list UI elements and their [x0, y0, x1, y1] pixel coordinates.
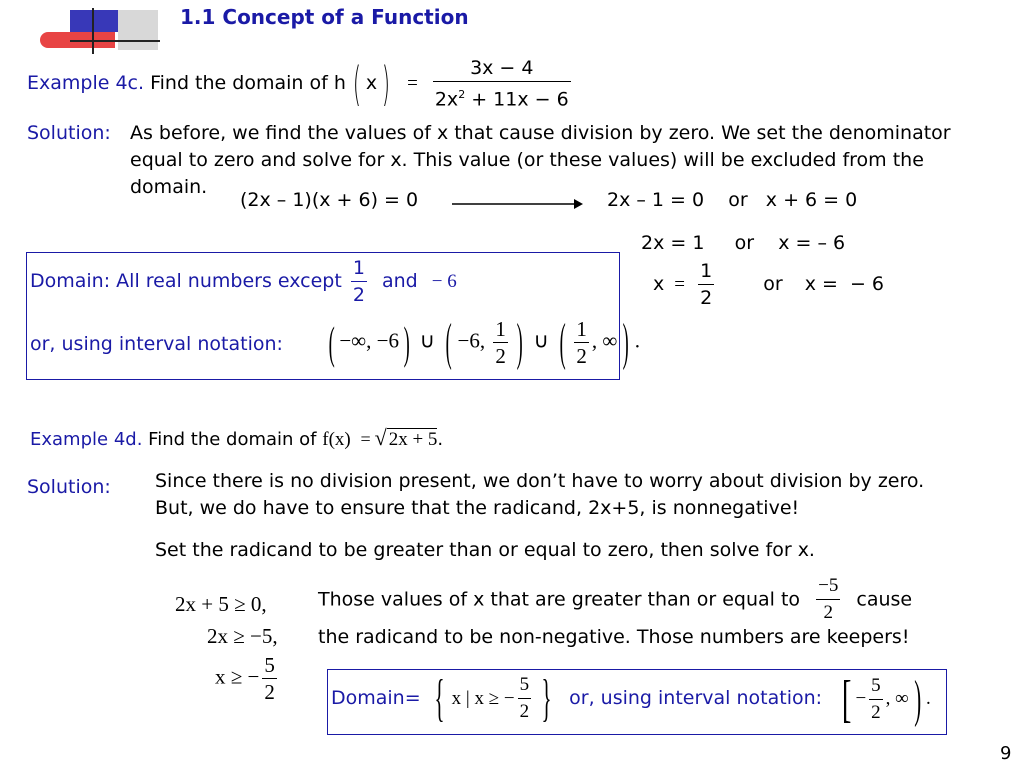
example-4c-question: Example 4c. Find the domain of h ( x ) = $\frac{3x - 4}{2x^2 + 11x - 6}$: [27, 56, 569, 111]
domain-4d-statement: Domain= { x | x ≥ − $\frac{5}{2}$ } or, using interval notation: [ − $\frac{5}{2}$ , ∞) .: [331, 669, 931, 728]
h-fraction: [433, 55, 571, 112]
example-4d-prompt: Find the domain of: [148, 429, 317, 450]
solution-4c-text-2: equal to zero and solve for x. This value (or these values) will be excluded from the: [130, 149, 924, 171]
split-equations: 2x – 1 = 0 or x + 6 = 0: [607, 189, 858, 211]
step-3-fraction: $\frac{1}{2}$: [700, 260, 713, 309]
factored-equation: (2x – 1)(x + 6) = 0: [240, 189, 419, 211]
step-3: x = $\frac{1}{2}$ or x = − 6: [653, 260, 885, 309]
those-fraction: $\frac{-5}{2}$: [818, 575, 839, 623]
inequality-1: 2x + 5 ≥ 0,: [175, 592, 267, 616]
solution-4d-label: Solution:: [27, 476, 111, 498]
interval-4d-fraction: $\frac{5}{2}$: [871, 675, 881, 724]
interval-4c-notation: ( −∞, −6) ∪ ( −6, $\frac{1}{2}$ ) ∪ ( $\frac{1}{2}$ , ∞ ) .: [328, 313, 640, 371]
slide-title: 1.1 Concept of a Function: [180, 5, 469, 29]
solution-4c-label: Solution:: [27, 122, 111, 144]
example-4c-prompt: Find the domain of h: [150, 72, 346, 95]
inequality-3-fraction: $\frac{5}{2}$: [264, 653, 275, 704]
inequality-2: 2x ≥ −5,: [207, 624, 278, 648]
solution-4c-text-1: As before, we find the values of x that cause division by zero. We set the denominator: [130, 122, 951, 144]
step-2: 2x = 1 or x = – 6: [641, 232, 846, 254]
inequality-3: x ≥ − $\frac{5}{2}$: [215, 653, 275, 704]
domain-4c-statement: Domain: All real numbers except $\frac{1}{2}$ and − 6: [30, 257, 457, 306]
domain-4c-fraction: $\frac{1}{2}$: [352, 257, 365, 306]
solution-4d-text-1: Since there is no division present, we don’t have to worry about division by zero.: [155, 470, 925, 492]
h-denominator: $2x^2 + 11x - 6$: [434, 88, 569, 111]
interval-4c-label: or, using interval notation:: [30, 333, 283, 355]
solution-4d-text-3: Set the radicand to be greater than or equal to zero, then solve for x.: [155, 539, 815, 561]
interval-4d-notation: [ − $\frac{5}{2}$ , ∞) .: [842, 670, 931, 728]
radicand: 2x + 5: [388, 429, 438, 450]
example-4d-label: Example 4d.: [30, 429, 143, 450]
those-values-text: Those values of x that are greater than or equal to $\frac{-5}{2}$ cause: [318, 573, 912, 626]
keepers-text: the radicand to be non-negative. Those numbers are keepers!: [318, 626, 910, 648]
slide-logo: [30, 8, 140, 54]
interval-4c-fraction-1: $\frac{1}{2}$: [495, 317, 506, 368]
domain-4d-fraction: $\frac{5}{2}$: [519, 674, 530, 722]
solution-4c-text-3: domain.: [130, 176, 208, 198]
fn-arg: x: [365, 72, 378, 95]
example-4c-label: Example 4c.: [27, 72, 145, 95]
arrow-icon: [452, 196, 584, 212]
h-numerator: 3x − 4: [433, 55, 571, 82]
example-4d-question: Example 4d. Find the domain of f(x) = √ 2x + 5.: [30, 425, 444, 450]
equals-sign: =: [407, 73, 418, 95]
interval-4c-fraction-2: $\frac{1}{2}$: [576, 317, 587, 368]
solution-4d-text-2: But, we do have to ensure that the radicand, 2x+5, is nonnegative!: [155, 497, 800, 519]
page-number: 9: [1000, 743, 1012, 764]
